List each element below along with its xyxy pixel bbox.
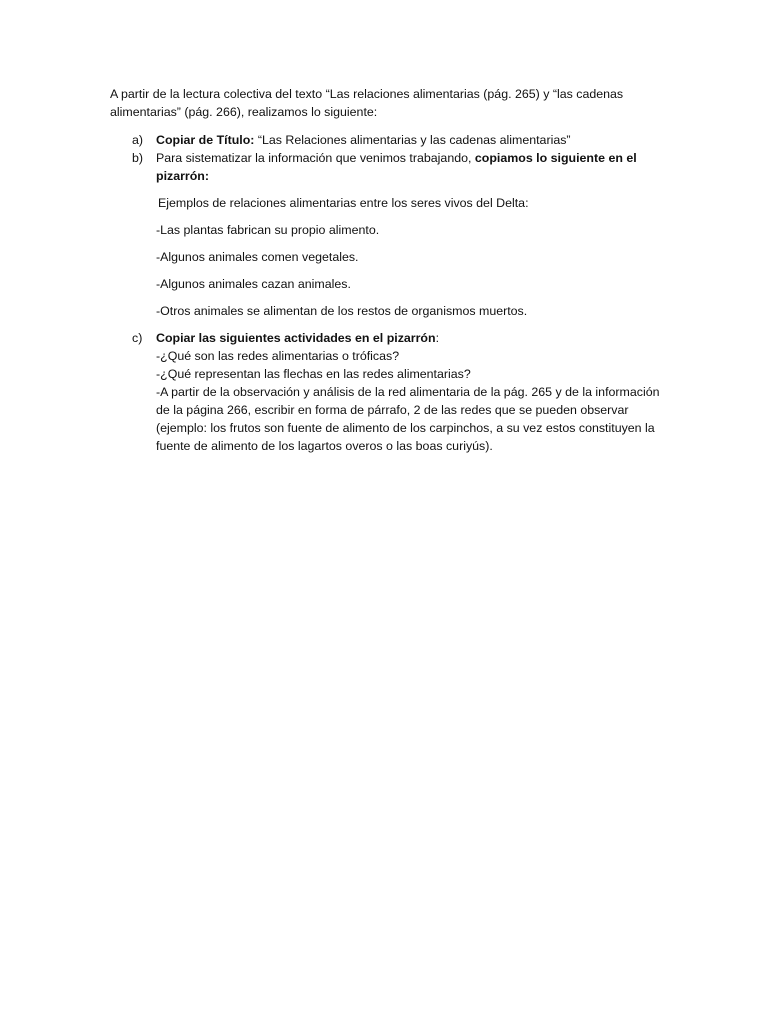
item-c-colon: : bbox=[435, 331, 440, 345]
document-page bbox=[110, 85, 660, 455]
list-item-c bbox=[110, 329, 660, 455]
item-b-text bbox=[156, 149, 660, 185]
item-b-bold: copiamos lo siguiente en el pizarrón: bbox=[156, 151, 637, 183]
list-item-a bbox=[110, 131, 660, 149]
list-item-b bbox=[110, 149, 660, 320]
list-marker-a: a) bbox=[132, 133, 144, 147]
examples-heading: Ejemplos de relaciones alimentarias entre los seres vivos del Delta: bbox=[158, 196, 529, 210]
item-a-bold: Copiar de Título: bbox=[156, 133, 255, 147]
example-line-3: -Algunos animales cazan animales. bbox=[156, 277, 351, 291]
item-c-bold: Copiar las siguientes actividades en el pizarrón bbox=[156, 331, 436, 345]
list-marker-b: b) bbox=[132, 151, 144, 165]
example-line-1: -Las plantas fabrican su propio alimento. bbox=[156, 223, 380, 237]
activity-line-1: -¿Qué son las redes alimentarias o tróficas? bbox=[156, 349, 400, 363]
item-b-lead: Para sistematizar la información que venimos trabajando, bbox=[156, 151, 475, 165]
item-a-text bbox=[156, 131, 660, 149]
example-line-2: -Algunos animales comen vegetales. bbox=[156, 250, 359, 264]
item-a-rest: “Las Relaciones alimentarias y las cadenas alimentarias” bbox=[254, 133, 571, 147]
activity-line-2: -¿Qué representan las flechas en las redes alimentarias? bbox=[156, 367, 471, 381]
item-c-title bbox=[156, 329, 660, 347]
activity-line-3: -A partir de la observación y análisis de la red alimentaria de la pág. 265 y de la información de la página 266, escribir en forma de párrafo, 2 de las redes que se pueden observar (ejemplo: los frutos son fuente de alimento de los carpinchos, a su vez estos constituyen la fuente de alimento de los lagartos overos o las boas curiyús). bbox=[156, 385, 660, 453]
list-marker-c: c) bbox=[132, 331, 143, 345]
intro-paragraph: A partir de la lectura colectiva del texto “Las relaciones alimentarias (pág. 265) y “las cadenas alimentarias” (pág. 266), realizamos lo siguiente: bbox=[110, 87, 624, 119]
example-line-4: -Otros animales se alimentan de los restos de organismos muertos. bbox=[156, 304, 528, 318]
